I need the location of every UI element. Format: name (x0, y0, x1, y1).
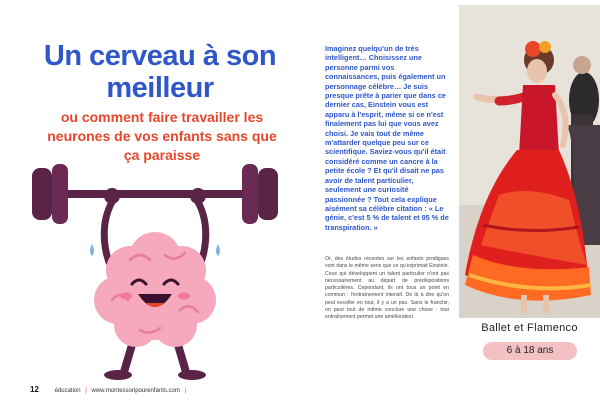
right-hand (190, 188, 206, 204)
page-footer (30, 385, 189, 394)
dumbbell-weight-right-outer (258, 168, 278, 220)
left-cheek (120, 293, 132, 300)
photo-caption-title: Ballet et Flamenco (481, 322, 578, 334)
right-cheek (178, 293, 190, 300)
brain-body (94, 232, 216, 347)
left-foot (104, 370, 132, 380)
footer-section: éducation (54, 388, 81, 394)
flamenco-dancer-photo (459, 5, 600, 318)
lead-paragraph: Imaginez quelqu'un de très intelligent… Choisissez une personne parmi vos connaissances, puis également un personnage célèbre… Je suis presque prête à parier que dans ce dernier cas, Einstein vous est apparu à l'esprit, même si ce n'est finalement pas lui que vous avez choisi. Je vais tout de même m'attarder quelque peu sur ce scientifique. Saviez-vous qu'il était considéré comme un cancre à la petite école ? Et qu'il disait ne pas avoir de talent particulier, seulement une curiosité passionnée ? Tout cela explique aisément sa célèbre citation : « Le génie, c'est 5 % de talent et 95 % de transpiration. » (325, 44, 449, 232)
footer-website: www.montessoripourenfants.com (91, 388, 180, 394)
article-title: Un cerveau à son meilleur (43, 40, 277, 104)
sweat-drop-icon (90, 244, 94, 256)
sweat-drop-icon (216, 244, 220, 256)
age-range-badge: 6 à 18 ans (483, 342, 577, 360)
dumbbell-weight-left-inner (52, 164, 68, 224)
page-number: 12 (30, 385, 39, 394)
body-paragraph: Or, des études récentes sur les enfants prodigues vont dans le même sens que ce qu'exprimait Einstein. Ceux qui développent un talent particulier n'ont pas nécessairement au départ de prédispositions particulières. Cependant, ils ont tous un point en commun : l'entraînement intensif. De là à dire qu'on peut exceller en tout, il y a un pas. Sans le franchir, on peut tout de même conclure une chose : tout entraînement permet une amélioration. (325, 256, 449, 321)
brain-lifting-dumbbell-illustration (30, 160, 280, 385)
right-foot (178, 370, 206, 380)
article-subtitle: ou comment faire travailler les neurones de vos enfants sans que ça paraisse (47, 109, 277, 163)
dumbbell-weight-right-inner (242, 164, 258, 224)
left-hand (104, 188, 120, 204)
footer-separator: | (184, 388, 187, 394)
dumbbell-bar (58, 190, 252, 198)
footer-separator: | (85, 388, 87, 394)
dumbbell-weight-left-outer (32, 168, 52, 220)
